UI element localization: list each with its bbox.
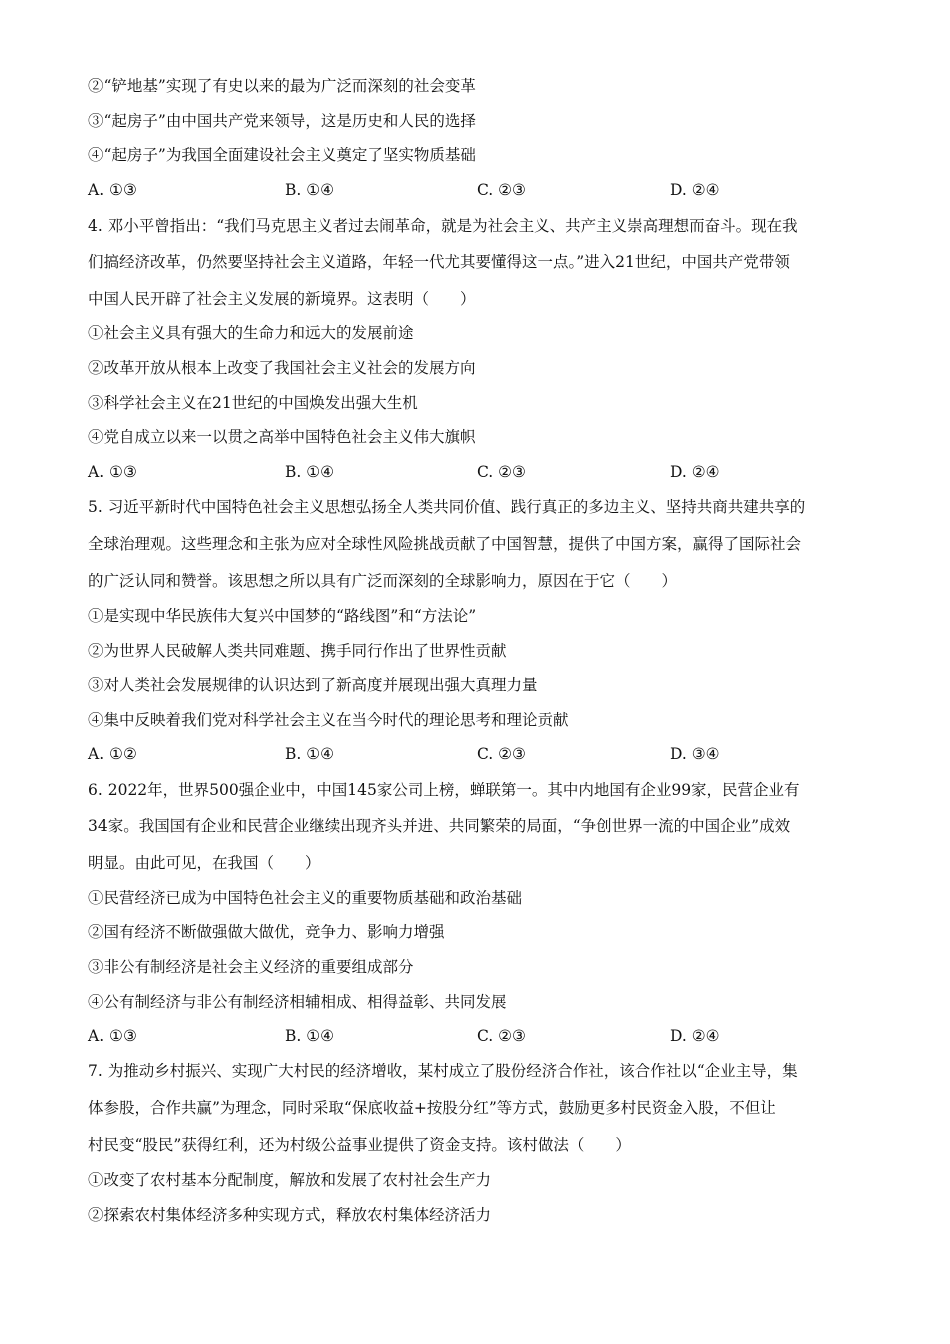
q6-stem-line-1: 6. 2022年，世界500强企业中，中国145家公司上榜，蝉联第一。其中内地国有企业99家，民营企业有 [88, 781, 800, 799]
q5-item-4: ④集中反映着我们党对科学社会主义在当今时代的理论思考和理论贡献 [88, 711, 569, 729]
q4-option-d: D. ②④ [670, 463, 720, 481]
q3-option-b: B. ①④ [285, 181, 335, 199]
q3-option-a: A. ①③ [88, 181, 137, 199]
q5-item-2: ②为世界人民破解人类共同难题、携手同行作出了世界性贡献 [88, 642, 507, 660]
q5-stem-line-1: 5. 习近平新时代中国特色社会主义思想弘扬全人类共同价值、践行真正的多边主义、坚持共商共建共享的 [88, 498, 806, 516]
q6-options [88, 1026, 788, 1046]
q6-option-c: C. ②③ [477, 1027, 526, 1045]
q4-item-3: ③科学社会主义在21世纪的中国焕发出强大生机 [88, 394, 418, 412]
q7-item-2: ②探索农村集体经济多种实现方式，释放农村集体经济活力 [88, 1206, 492, 1224]
q7-item-1: ①改变了农村基本分配制度，解放和发展了农村社会生产力 [88, 1171, 492, 1189]
q5-option-a: A. ①② [88, 745, 137, 763]
q3-item-3: ③“起房子”由中国共产党来领导，这是历史和人民的选择 [88, 112, 476, 130]
q5-option-b: B. ①④ [285, 745, 335, 763]
q4-options [88, 462, 788, 482]
q4-item-4: ④党自成立以来一以贯之高举中国特色社会主义伟大旗帜 [88, 428, 476, 446]
q4-stem-line-3: 中国人民开辟了社会主义发展的新境界。这表明（ ） [88, 290, 476, 308]
q3-option-c: C. ②③ [477, 181, 526, 199]
q3-item-4: ④“起房子”为我国全面建设社会主义奠定了坚实物质基础 [88, 146, 476, 164]
q5-options [88, 744, 788, 764]
q7-stem-line-2: 体参股，合作共赢”为理念，同时采取“保底收益+按股分红”等方式，鼓励更多村民资金入股，不但让 [88, 1099, 776, 1117]
q6-option-b: B. ①④ [285, 1027, 335, 1045]
q6-option-d: D. ②④ [670, 1027, 720, 1045]
q6-option-a: A. ①③ [88, 1027, 137, 1045]
q6-item-3: ③非公有制经济是社会主义经济的重要组成部分 [88, 958, 414, 976]
q3-item-2: ②“铲地基”实现了有史以来的最为广泛而深刻的社会变革 [88, 77, 476, 95]
q6-stem-line-2: 34家。我国国有企业和民营企业继续出现齐头并进、共同繁荣的局面，“争创世界一流的中国企业”成效 [88, 817, 791, 835]
q6-item-1: ①民营经济已成为中国特色社会主义的重要物质基础和政治基础 [88, 889, 523, 907]
q4-option-b: B. ①④ [285, 463, 335, 481]
q6-item-4: ④公有制经济与非公有制经济相辅相成、相得益彰、共同发展 [88, 993, 507, 1011]
q3-options [88, 180, 788, 200]
q5-stem-line-2: 全球治理观。这些理念和主张为应对全球性风险挑战贡献了中国智慧，提供了中国方案，赢得了国际社会 [88, 535, 802, 553]
q4-stem-line-1: 4. 邓小平曾指出：“我们马克思主义者过去闹革命，就是为社会主义、共产主义崇高理想而奋斗。现在我 [88, 217, 798, 235]
q5-option-c: C. ②③ [477, 745, 526, 763]
q3-option-d: D. ②④ [670, 181, 720, 199]
q4-stem-line-2: 们搞经济改革，仍然要坚持社会主义道路，年轻一代尤其要懂得这一点。”进入21世纪，中国共产党带领 [88, 253, 790, 271]
q4-item-2: ②改革开放从根本上改变了我国社会主义社会的发展方向 [88, 359, 476, 377]
q4-option-a: A. ①③ [88, 463, 137, 481]
q6-stem-line-3: 明显。由此可见，在我国（ ） [88, 854, 321, 872]
q5-item-3: ③对人类社会发展规律的认识达到了新高度并展现出强大真理力量 [88, 676, 538, 694]
q4-option-c: C. ②③ [477, 463, 526, 481]
q7-stem-line-3: 村民变“股民”获得红利，还为村级公益事业提供了资金支持。该村做法（ ） [88, 1136, 631, 1154]
q5-stem-line-3: 的广泛认同和赞誉。该思想之所以具有广泛而深刻的全球影响力，原因在于它（ ） [88, 572, 678, 590]
q5-item-1: ①是实现中华民族伟大复兴中国梦的“路线图”和“方法论” [88, 607, 477, 625]
q6-item-2: ②国有经济不断做强做大做优，竞争力、影响力增强 [88, 923, 445, 941]
q4-item-1: ①社会主义具有强大的生命力和远大的发展前途 [88, 324, 414, 342]
q5-option-d: D. ③④ [670, 745, 720, 763]
q7-stem-line-1: 7. 为推动乡村振兴、实现广大村民的经济增收，某村成立了股份经济合作社，该合作社以“企业主导，集 [88, 1062, 798, 1080]
